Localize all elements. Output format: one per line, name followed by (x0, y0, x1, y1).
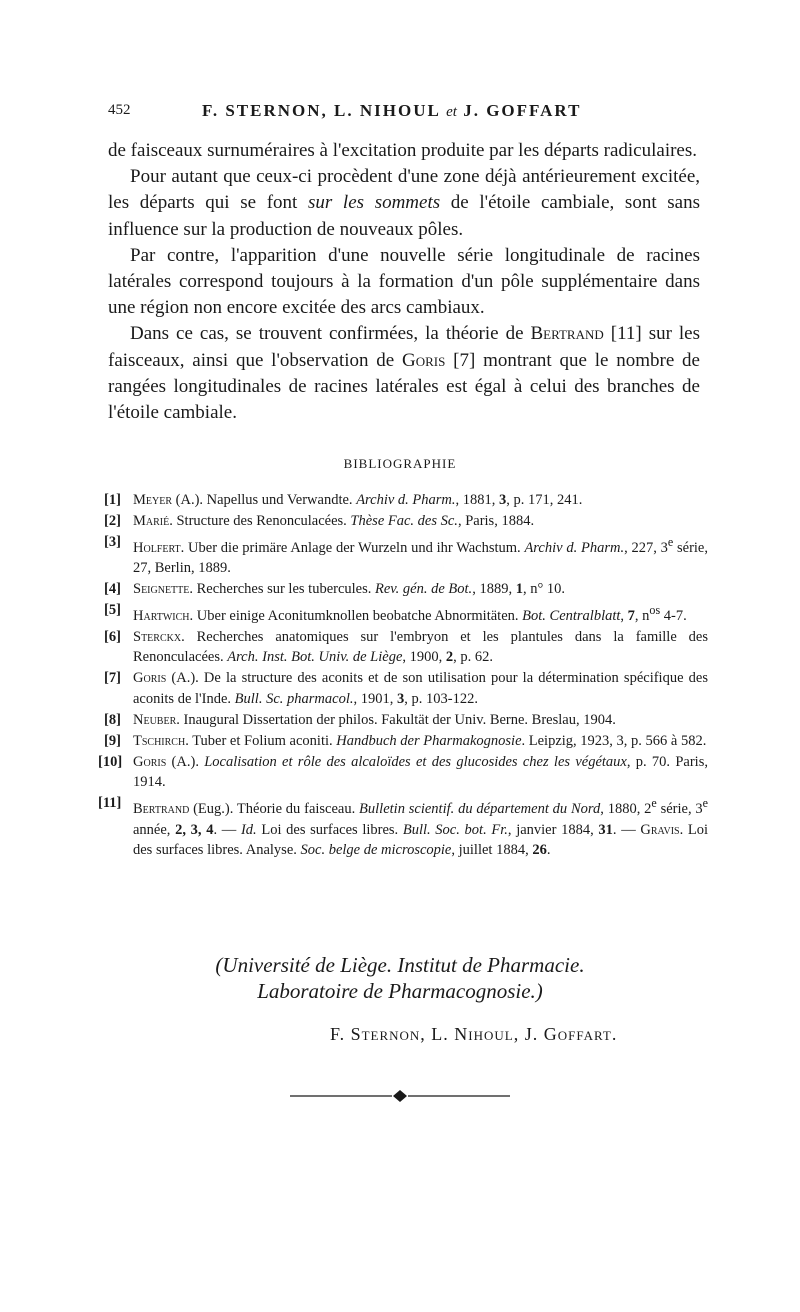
running-title: F. STERNON, L. NIHOUL et J. GOFFART (202, 101, 582, 120)
bibliography-list (98, 490, 709, 861)
running-header (108, 102, 698, 124)
page-number: 452 (108, 102, 131, 118)
bib-entry-10: [10] Goris (A.). Localisation et rôle des alcaloïdes et des glucosides chez les végétaux, p. 70. Paris, 1914. (98, 753, 708, 791)
paragraph-1: de faisceaux surnuméraires à l'excitation produite par les départs radiculaires. (108, 140, 698, 161)
ornament-divider-icon (290, 1090, 510, 1102)
bibliography-title: BIBLIOGRAPHIE (343, 456, 457, 471)
bib-entry-5: [5] Hartwich. Uber einige Aconitumknollen beobatche Abnormitäten. Bot. Centralblatt, 7, $n^{os}$ 4-7. (104, 602, 687, 625)
paragraph-4: Dans ce cas, se trouvent confirmées, la théorie de Bertrand [11] sur les faisceaux, ainsi que l'observation de Goris [7] montrant que le nombre de rangées longitudinales de racines latérales est égal à celui des branches de l'étoile cambiale. (108, 323, 700, 424)
affiliation-line-2: Laboratoire de Pharmacognosie.) (257, 979, 543, 1003)
bib-entry-9: [9] Tschirch. Tuber et Folium aconiti. Handbuch der Pharmakognosie. Leipzig, 1923, 3, p. 566 à 582. (104, 732, 707, 749)
bib-entry-3: [3] Holfert. Uber die primäre Anlage der Wurzeln und ihr Wachstum. Archiv d. Pharm., 227, 3e série, 27, Berlin, 1889. (104, 534, 708, 577)
affiliation (0, 952, 800, 1004)
bib-entry-2: [2] Marié. Structure des Renonculacées. Thèse Fac. des Sc., Paris, 1884. (104, 513, 535, 529)
bib-entry-6: [6] Sterckx. Recherches anatomiques sur l'embryon et les plantules dans la famille des Renonculacées. Arch. Inst. Bot. Univ. de Liège, 1900, 2, p. 62. (104, 629, 708, 666)
author-signature: F. Sternon, L. Nihoul, J. Goffart. (330, 1024, 618, 1044)
bib-entry-8: [8] Neuber. Inaugural Dissertation der philos. Fakultät der Univ. Berne. Breslau, 1904. (104, 711, 616, 728)
bib-entry-7: [7] Goris (A.). De la structure des aconits et de son utilisation pour la détermination spécifique des aconits de l'Inde. Bull. Sc. pharmacol., 1901, 3, p. 103-122. (104, 670, 708, 707)
paragraph-3: Par contre, l'apparition d'une nouvelle série longitudinale de racines latérales correspond toujours à la formation d'un pôle supplémentaire dans une région non encore excitée des arcs cambiaux. (108, 244, 700, 319)
bib-entry-4: [4] Seignette. Recherches sur les tubercules. Rev. gén. de Bot., 1889, 1, n° 10. (104, 581, 565, 598)
bib-entry-1: [1] Meyer (A.). Napellus und Verwandte. Archiv d. Pharm., 1881, 3, p. 171, 241. (104, 492, 583, 508)
bib-entry-11: [11] Bertrand (Eug.). Théorie du faisceau. Bulletin scientif. du département du Nord, 1880, 2e série, 3e année, 2, 3, 4. — Id. Loi des surfaces libres. Bull. Soc. bot. Fr., janvier 1884, 31. — Gravis. Loi des surfaces libres. Analyse. Soc. belge de microscopie, juillet 1884, 26. (98, 795, 709, 858)
body-text (108, 138, 700, 426)
affiliation-line-1: (Université de Liège. Institut de Pharmacie. (215, 953, 585, 977)
paragraph-2: Pour autant que ceux-ci procèdent d'une zone déjà antérieurement excitée, les départs qui se font sur les sommets de l'étoile cambiale, sont sans influence sur la production de nouveaux pôles. (108, 166, 700, 240)
